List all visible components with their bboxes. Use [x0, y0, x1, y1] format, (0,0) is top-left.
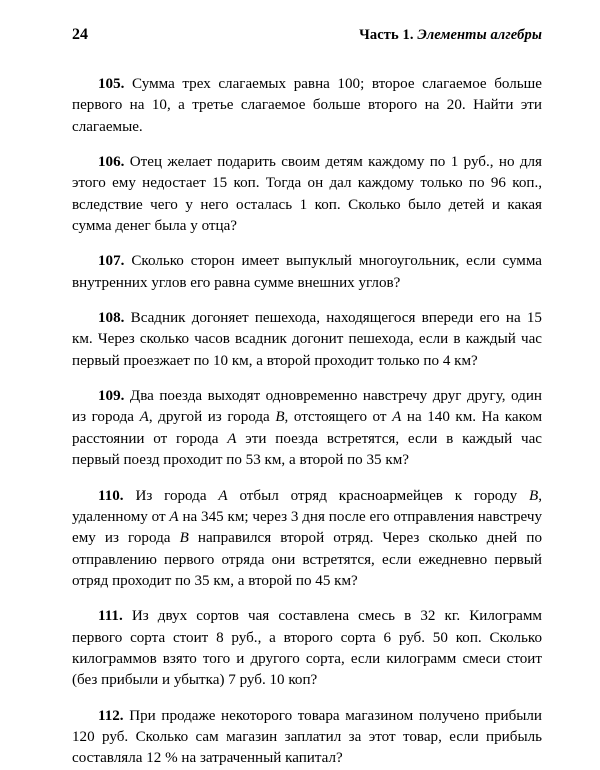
problem-number: 112. [98, 707, 124, 724]
running-head-part: Часть 1. [359, 27, 414, 43]
problem-item [72, 152, 542, 237]
problem-text: Из двух сортов чая составлена смесь в 32 кг. Килограмм первого сорта стоит 8 руб., а второго сорта 6 руб. 50 коп. Сколько килограммов взято того и другого сорта, если килограмм смеси стоит (без прибыли и убытка) 7 руб. 10 коп? [72, 608, 542, 689]
problem-item [72, 251, 542, 294]
problem-item [72, 74, 542, 138]
problem-text: Отец желает подарить своим детям каждому по 1 руб., но для этого ему недостает 15 коп. Тогда он дал каждому только по 96 коп., вследствие чего у него осталась 1 коп. Сколько было детей и какая сумма денег была у отца? [72, 154, 542, 235]
problem-text: Сумма трех слагаемых равна 100; второе слагаемое больше первого на 10, а третье слагаемое больше второго на 20. Найти эти слагаемые. [72, 76, 542, 135]
problem-item [72, 606, 542, 691]
problem-number: 105. [98, 76, 125, 92]
problem-number: 110. [98, 487, 124, 504]
problem-text: Два поезда выходят одновременно навстречу друг другу, один из города A, другой из города B, отстоящего от A на 140 км. На каком расстоянии от города A эти поезда встретятся, если в каждый час первый поезд проходит по 53 км, а второй по 35 км? [72, 388, 542, 469]
problem-item [72, 386, 542, 471]
problem-item [72, 308, 542, 372]
running-head [192, 27, 542, 44]
problem-text: Из города A отбыл отряд красноармейцев к городу B, удаленному от A на 345 км; через 3 дня после его отправления навстречу ему из города B направился второй отряд. Через сколько дней по отправлению первого отряда они встретятся, если ежедневно первый отряд проходит по 35 км, а второй по 45 км? [72, 487, 543, 589]
problem-number: 107. [98, 253, 125, 270]
problem-number: 106. [98, 154, 125, 171]
problem-item [72, 706, 542, 770]
problem-item [72, 486, 542, 593]
problem-text: При продаже некоторого товара магазином получено прибыли 120 руб. Сколько сам магазин заплатил за этот товар, если прибыль составляла 12 % на затраченный капитал? [72, 707, 542, 767]
page-header [72, 26, 542, 48]
problem-number: 109. [98, 388, 125, 405]
problem-text: Сколько сторон имеет выпуклый многоугольник, если сумма внутренних углов его равна сумме внешних углов? [72, 253, 542, 291]
problem-list [72, 74, 542, 770]
problem-text: Всадник догоняет пешехода, находящегося впереди его на 15 км. Через сколько часов всадник догонит пешехода, если в каждый час первый проезжает по 10 км, а второй проходит только по 4 км? [72, 310, 542, 369]
page-number: 24 [72, 26, 88, 43]
problem-number: 108. [98, 310, 125, 327]
running-head-title: Элементы алгебры [417, 27, 542, 43]
problem-number: 111. [98, 608, 123, 625]
